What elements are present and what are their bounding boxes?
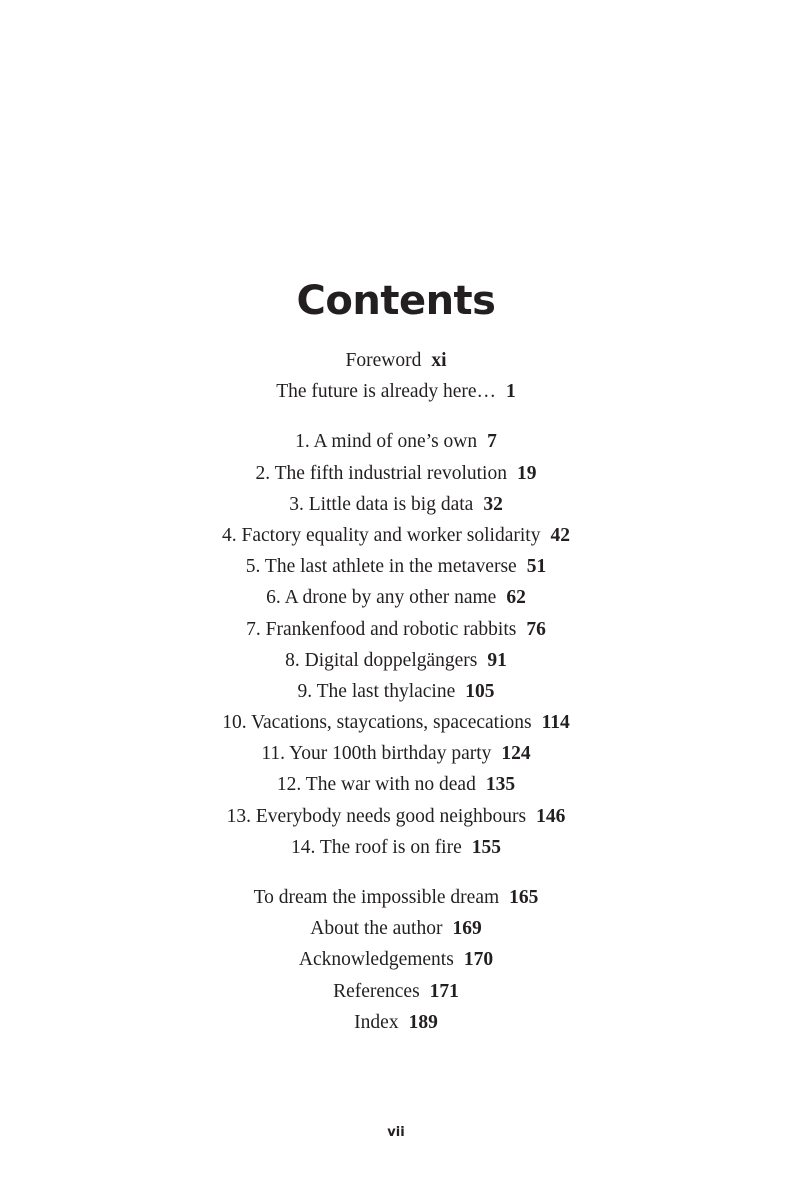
toc-entry-page-number: 135 [485,774,516,796]
toc-entry-title: 5. The last athlete in the metaverse [245,556,517,578]
toc-entry-title: 8. Digital doppelgängers [285,649,478,671]
toc-entry [0,913,792,944]
toc-entry [0,614,792,645]
toc-entry-title: 2. The fifth industrial revolution [255,462,507,484]
toc-entry [0,738,792,769]
toc-entry-page-number: 7 [487,431,497,453]
toc-entry-title: 10. Vacations, staycations, spacecations [222,712,532,734]
toc-entry-title: 4. Factory equality and worker solidarity [222,524,541,546]
toc-entry-page-number: 171 [429,980,459,1002]
toc-entry-page-number: 32 [483,493,503,515]
toc-entry [0,645,792,676]
toc-entry [0,769,792,800]
toc-entry-page-number: 165 [509,887,539,908]
toc-entry-title: 6. A drone by any other name [266,587,497,609]
toc-entry-page-number: xi [431,350,447,371]
toc-entry-title: About the author [310,918,443,940]
toc-entry-page-number: 155 [471,836,502,858]
page-number: vii [387,1125,405,1140]
toc-entry-page-number: 1 [506,381,516,403]
toc-entry [0,345,792,376]
toc-entry [0,882,792,913]
front-matter-list [0,345,792,407]
toc-entry [0,458,792,489]
toc-entry-page-number: 170 [463,949,494,971]
toc-entry [0,426,792,457]
toc-entry-page-number: 105 [465,680,495,702]
toc-entry-title: References [333,980,420,1002]
page-title: Contents [296,277,496,324]
toc-entry-page-number: 91 [487,649,507,671]
toc-entry-page-number: 146 [536,805,566,827]
toc-entry-title: Index [354,1011,399,1033]
toc-entry-title: Foreword [345,350,422,371]
toc-entry-title: 13. Everybody needs good neighbours [226,805,527,827]
toc-entry [0,551,792,582]
toc-entry [0,489,792,520]
toc-entry-page-number: 51 [526,556,547,578]
toc-entry-title: 9. The last thylacine [297,680,456,702]
toc-entry-page-number: 62 [506,587,526,609]
toc-entry-page-number: 189 [408,1011,438,1033]
toc-entry [0,832,792,863]
toc-entry-page-number: 114 [541,712,570,734]
toc-entry-page-number: 124 [501,743,531,765]
toc-entry-page-number: 169 [452,918,482,940]
back-matter-list [0,882,792,1038]
table-of-contents [0,345,792,1038]
toc-entry-title: 1. A mind of one’s own [295,431,478,453]
toc-entry [0,376,792,407]
toc-entry-title: To dream the impossible dream [253,887,500,908]
toc-entry-page-number: 19 [516,462,537,484]
toc-entry [0,707,792,738]
toc-entry-title: The future is already here… [276,381,497,403]
toc-entry-page-number: 76 [526,618,546,640]
chapter-list [0,426,792,863]
toc-entry-page-number: 42 [550,524,570,546]
toc-entry-title: 12. The war with no dead [276,774,476,796]
toc-entry-title: 11. Your 100th birthday party [261,743,492,765]
toc-entry [0,944,792,975]
toc-entry [0,520,792,551]
toc-entry [0,676,792,707]
toc-entry-title: Acknowledgements [298,949,454,971]
toc-entry [0,1007,792,1038]
toc-entry [0,801,792,832]
toc-entry-title: 3. Little data is big data [289,493,474,515]
toc-entry-title: 7. Frankenfood and robotic rabbits [246,618,517,640]
toc-entry [0,976,792,1007]
toc-entry [0,582,792,613]
toc-entry-title: 14. The roof is on fire [290,836,462,858]
